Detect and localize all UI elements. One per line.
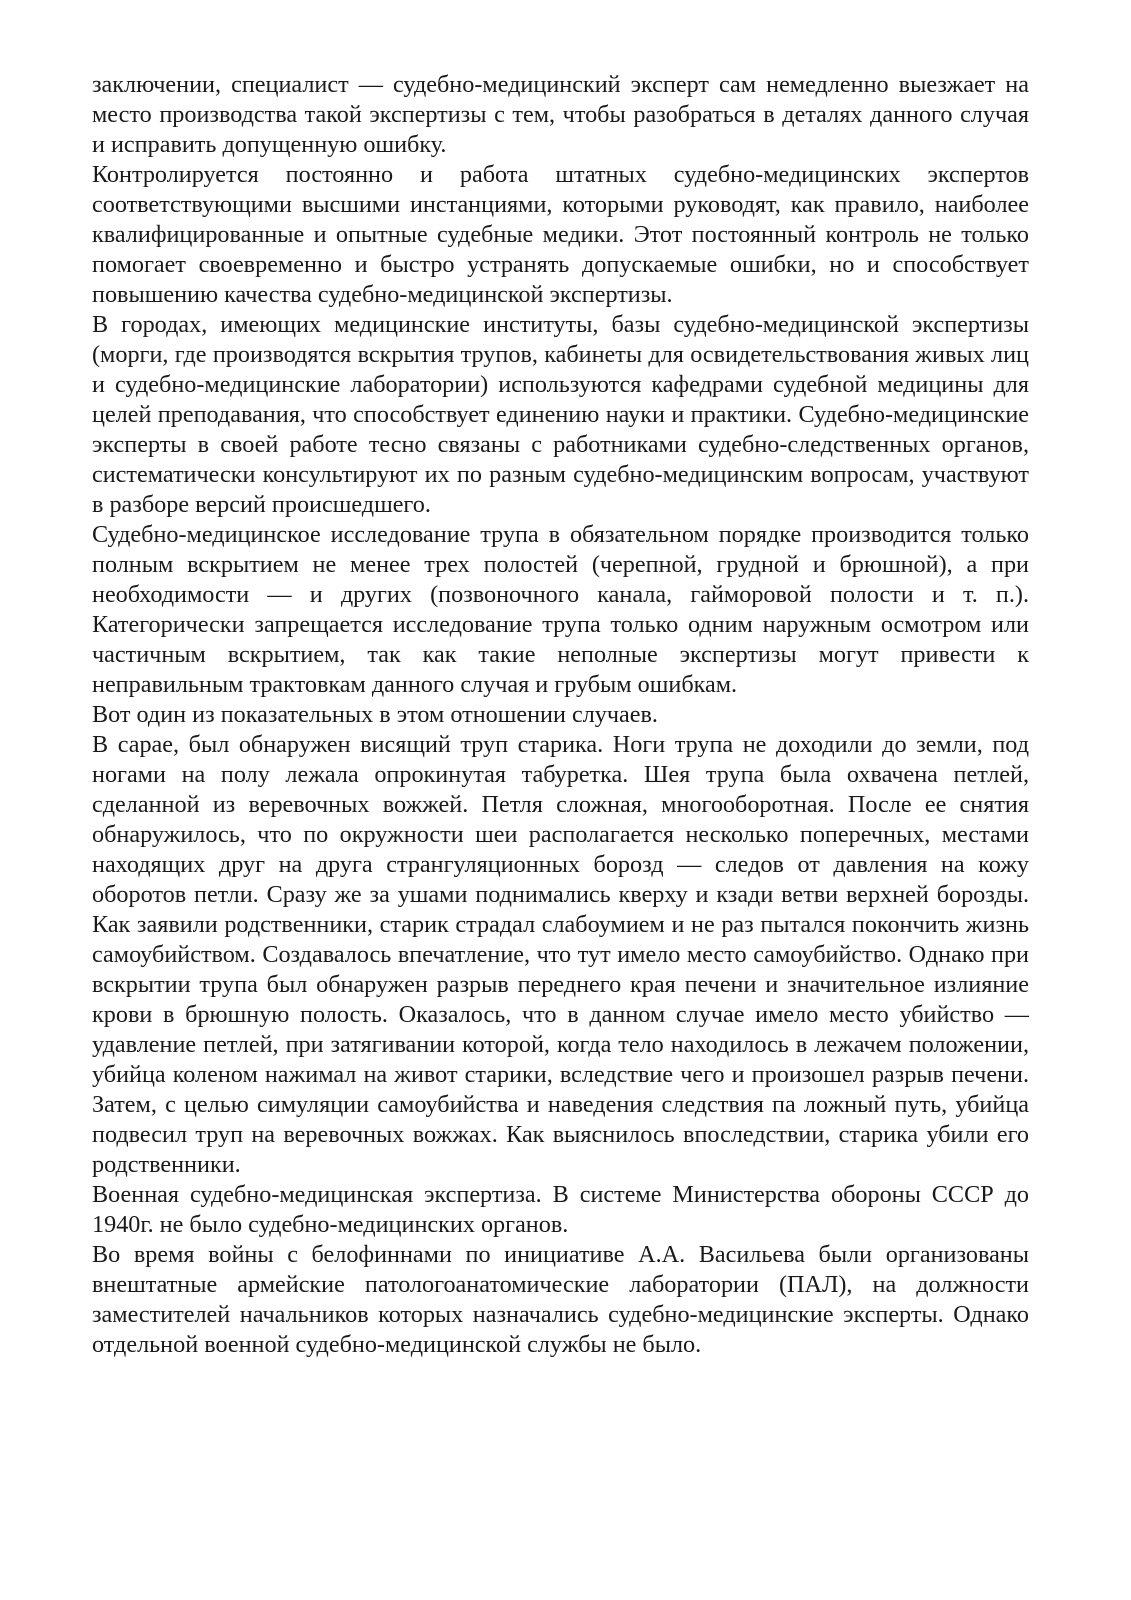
paragraph-autopsy-rules: Судебно-медицинское исследование трупа в обязательном порядке производится только полным вскрытием не менее трех полостей (черепной, грудной и брюшной), а при необходимости — и других (позвоночного канала, гайморовой полости и т. п.). Категорически запрещается исследование трупа только одним наружным осмотром или частичным вскрытием, так как такие неполные экспертизы могут привести к неправильным трактовкам данного случая и грубым ошибкам. [92,521,1029,698]
paragraph-case-description: В сарае, был обнаружен висящий труп старика. Ноги трупа не доходили до земли, под ногами на полу лежала опрокинутая табуретка. Шея трупа была охвачена петлей, сделанной из веревочных вожжей. Петля сложная, многооборотная. После ее снятия обнаружилось, что по окружности шеи располагается несколько поперечных, местами находящих друг на друга странгуляционных борозд — следов от давления на кожу оборотов петли. Сразу же за ушами поднимались кверху и кзади ветви верхней борозды. Как заявили родственники, старик страдал слабоумием и не раз пытался покончить жизнь самоубийством. Создавалось впечатление, что тут имело место самоубийство. Однако при вскрытии трупа был обнаружен разрыв переднего края печени и значительное излияние крови в брюшную полость. Оказалось, что в данном случае имело место убийство — удавление петлей, при затягивании которой, когда тело находилось в лежачем положении, убийца коленом нажимал на живот старики, вследствие чего и произошел разрыв печени. Затем, с целью симуляции самоубийства и наведения следствия па ложный путь, убийца подвесил труп на веревочных вожжах. Как выяснилось впоследствии, старика убили его родственники. [92,731,1029,1178]
document-page [92,70,1029,1360]
paragraph-control: Контролируется постоянно и работа штатных судебно-медицинских экспертов соответствующими высшими инстанциями, которыми руководят, как правило, наиболее квалифицированные и опытные судебные медики. Этот постоянный контроль не только помогает своевременно и быстро устранять допускаемые ошибки, но и способствует повышению качества судебно-медицинской экспертизы. [92,161,1029,308]
paragraph-military-war: Во время войны с белофиннами по инициативе А.А. Васильева были организованы внештатные армейские патологоанатомические лаборатории (ПАЛ), на должности заместителей начальников которых назначались судебно-медицинские эксперты. Однако отдельной военной судебно-медицинской службы не было. [92,1241,1029,1358]
paragraph-expert-visit: заключении, специалист — судебно-медицинский эксперт сам немедленно выезжает на место производства такой экспертизы с тем, чтобы разобраться в деталях данного случая и исправить допущенную ошибку. [92,71,1029,158]
paragraph-case-intro: Вот один из показательных в этом отношении случаев. [92,701,658,728]
paragraph-cities: В городах, имеющих медицинские институты, базы судебно-медицинской экспертизы (морги, где производятся вскрытия трупов, кабинеты для освидетельствования живых лиц и судебно-медицинские лаборатории) используются кафедрами судебной медицины для целей преподавания, что способствует единению науки и практики. Судебно-медицинские эксперты в своей работе тесно связаны с работниками судебно-следственных органов, систематически консультируют их по разным судебно-медицинским вопросам, участвуют в разборе версий происшедшего. [92,311,1029,518]
paragraph-military-heading: Военная судебно-медицинская экспертиза. В системе Министерства обороны СССР до 1940г. не было судебно-медицинских органов. [92,1181,1029,1238]
